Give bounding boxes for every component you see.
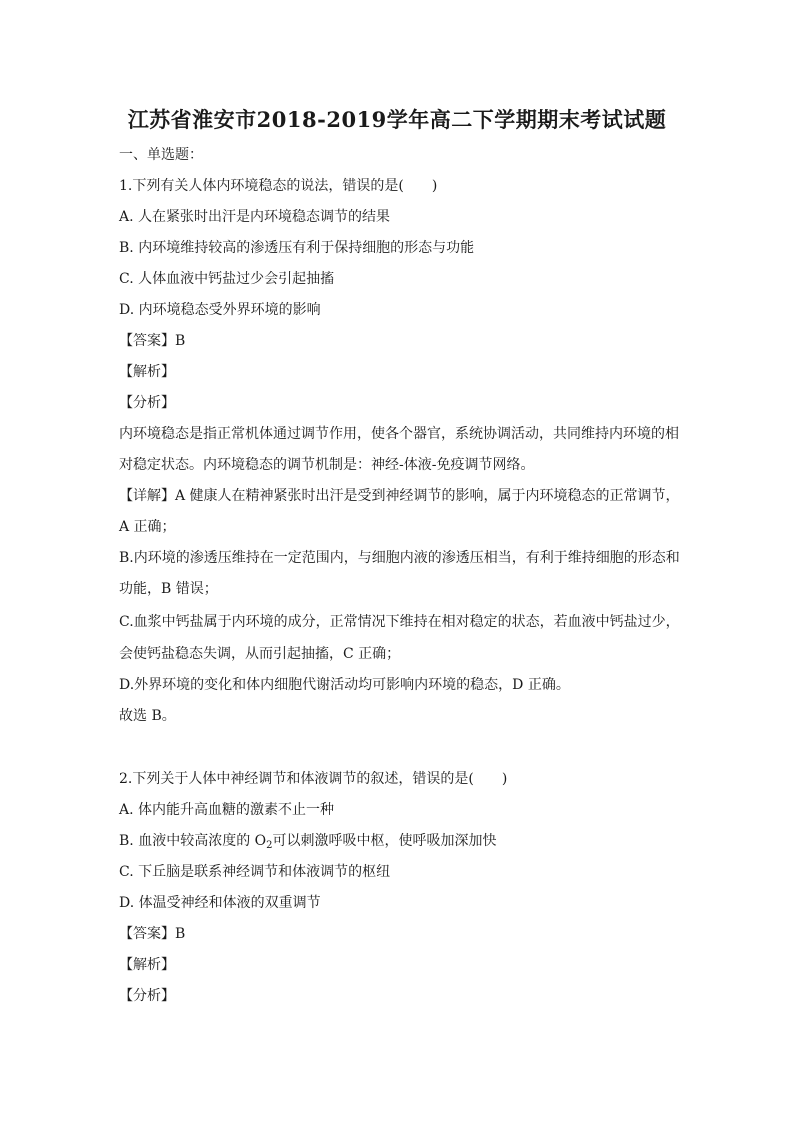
q1-option-b: B. 内环境维持较高的渗透压有利于保持细胞的形态与功能	[119, 240, 475, 256]
q2-option-b-subscript: 2	[266, 840, 273, 851]
q2-option-b-text: B. 血液中较高浓度的 O	[119, 833, 267, 849]
q2-answer: 【答案】B	[119, 926, 186, 942]
q1-detail-line-7: D.外界环境的变化和体内细胞代谢活动均可影响内环境的稳态，D 正确。	[119, 677, 570, 693]
q1-detail-line-5: C.血浆中钙盐属于内环境的成分，正常情况下维持在相对稳定的状态，若血液中钙盐过少，	[119, 614, 680, 630]
q2-option-b	[119, 832, 497, 850]
q1-fenxi-label: 【分析】	[119, 395, 175, 411]
q1-stem: 1.下列有关人体内环境稳态的说法，错误的是( )	[119, 178, 438, 194]
q2-option-a: A. 体内能升高血糖的激素不止一种	[119, 802, 335, 818]
q1-detail-line-6: 会使钙盐稳态失调，从而引起抽搐，C 正确；	[119, 646, 401, 662]
q1-analysis-line-2: 对稳定状态。内环境稳态的调节机制是：神经-体液-免疫调节网络。	[119, 457, 535, 473]
q1-detail-line-1: 【详解】A 健康人在精神紧张时出汗是受到神经调节的影响，属于内环境稳态的正常调节，	[119, 488, 680, 504]
q1-option-a: A. 人在紧张时出汗是内环境稳态调节的结果	[119, 209, 391, 225]
q1-detail-line-4: 功能，B 错误；	[119, 581, 218, 597]
q2-stem: 2.下列关于人体中神经调节和体液调节的叙述，错误的是( )	[119, 771, 508, 787]
q1-option-d: D. 内环境稳态受外界环境的影响	[119, 302, 321, 318]
q1-analysis-line-1: 内环境稳态是指正常机体通过调节作用，使各个器官，系统协调活动，共同维持内环境的相	[119, 426, 679, 442]
q1-detail-line-3: B.内环境的渗透压维持在一定范围内，与细胞内液的渗透压相当，有利于维持细胞的形态和	[119, 550, 680, 566]
q1-jiexi-label: 【解析】	[119, 364, 175, 380]
section-heading: 一、单选题：	[119, 147, 203, 163]
q2-jiexi-label: 【解析】	[119, 957, 175, 973]
document-title: 江苏省淮安市2018-2019学年高二下学期期末考试试题	[127, 107, 667, 132]
q1-answer: 【答案】B	[119, 333, 186, 349]
q2-option-b-text-rest: 可以刺激呼吸中枢，使呼吸加深加快	[272, 833, 497, 849]
q2-option-c: C. 下丘脑是联系神经调节和体液调节的枢纽	[119, 864, 391, 880]
q1-option-c: C. 人体血液中钙盐过少会引起抽搐	[119, 271, 335, 287]
q2-option-d: D. 体温受神经和体液的双重调节	[119, 895, 321, 911]
q1-conclusion: 故选 B。	[119, 708, 176, 724]
q1-detail-line-2: A 正确；	[119, 519, 176, 535]
q2-fenxi-label: 【分析】	[119, 988, 175, 1004]
